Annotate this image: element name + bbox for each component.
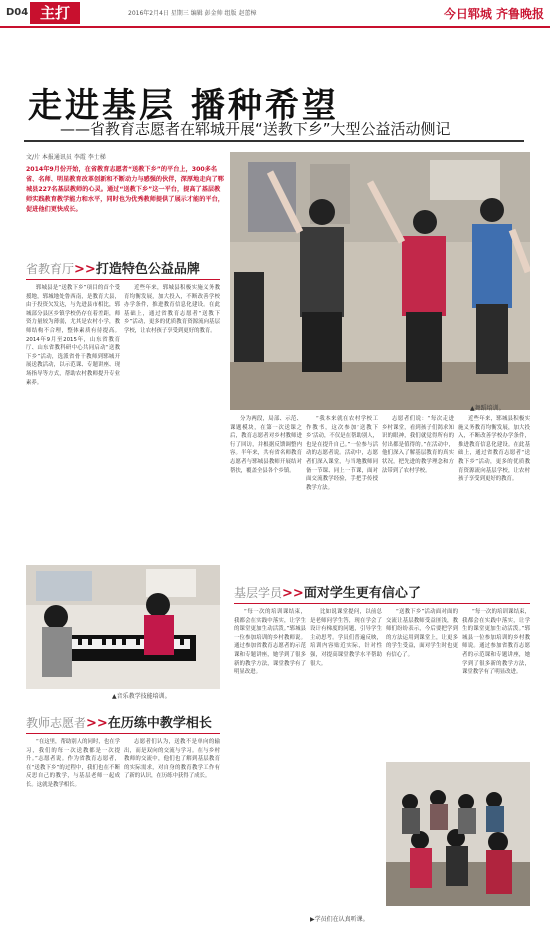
section1-rule (26, 279, 220, 280)
section2-col3: “送教下乡”活动面对面的交流让基层教师受益匪浅，教师们纷纷表示，今后要把学到的方法运用到课堂上，让更多的学生受益，面对学生时也更有信心了。 (386, 609, 458, 658)
section1-col4: “我本来就在农村学校工作教书，这次参加‘送教下乡’活动，不仅是在帮助别人，也是在提升自己。”一位参与活动的志愿者说。活动中，志愿者们深入课堂，与当地教师同备一节课、同上一节课，面对面交流教学经验，手把手传授教学方法。 (306, 416, 378, 491)
students-listening-photo (386, 762, 530, 906)
section3-rule (26, 733, 220, 734)
section1-col5: 志愿者们说：“每次走进乡村课堂，看到孩子们渴求知识的眼神，我们就觉得所有的付出都是值得的。”在活动中，他们深入了解基层教育的真实状况，把先进的教学理念和方法带到了农村学校。 (382, 416, 454, 474)
section2-col4: “每一次的培训课结束，我都会在实践中落实，让学生的课堂更加生动活泼。”郓城县一位参加培训的乡村教师说。通过参加省教育志愿者的示范课和专题讲座，她学到了很多新的教学方法，课堂教学有了明显改进。 (462, 609, 530, 676)
section1-tag: 省教育厅 (26, 262, 75, 276)
section2-col1: “每一次的培训课结束，我都会在实践中落实，让学生的课堂更加生动活泼。”郓城县一位参加培训的乡村教师说。通过参加省教育志愿者的示范课和专题讲座，她学到了很多新的教学方法，课堂教学有了明显改进。 (234, 609, 306, 676)
section2-arrows: >> (282, 586, 304, 601)
section1-title: 打造特色公益品牌 (95, 262, 200, 277)
photo2-caption: ▲音乐教学技能培训。 (112, 693, 171, 700)
section1-arrows: >> (74, 262, 96, 277)
section3-col1: “在这里，帮助别人的同时，也在学习，我们的每一次送教都是一次提升。”志愿者说。作为省教育志愿者，在“送教下乡”的过程中，我们也在不断反思自己的教学，与基层老师一起成长。这就是教学相长。 (26, 739, 120, 788)
photo1-caption: ▲舞蹈培训。 (470, 405, 505, 412)
newspaper-brand: 今日郓城 齐鲁晚报 (443, 7, 544, 21)
lead-paragraph: 2014年9月份开始，在省教育志愿者“送教下乡”的平台上，300多名省、名师、明星教育改革创新和不断动力与感强的伙伴，深厚地走向了郓城县227名基层教师的心灵。通过“送教下乡”这一平台，提高了基层教师实践教育教学能力和水平，同时也为优秀教师提供了展示才能的平台，促进他们更快成长。 (26, 166, 224, 213)
section1-col3: 分为两段，局部、示范、课题模块，在第一次送课之后，教育志愿者对乡村教师进行了回访，并根据反馈调整内容。半年来，共有省名师教育志愿者与郓城县教师开展结对帮扶，覆盖全县各个乡镇。 (230, 416, 302, 474)
dance-training-photo (230, 152, 530, 410)
section2-tag: 基层学员 (234, 586, 283, 600)
article-title: 走进基层 播种希望 (28, 86, 339, 126)
section3-heading (26, 712, 212, 732)
page-number: D04 (6, 7, 29, 18)
music-training-photo (26, 565, 220, 689)
section3-title: 在历练中教学相长 (107, 716, 212, 731)
section3-arrows: >> (86, 716, 108, 731)
page-header (0, 0, 550, 28)
article-subtitle: ——省教育志愿者在郓城开展“送教下乡”大型公益活动侧记 (60, 120, 451, 138)
section3-col2: 志愿者们认为，送教不是单向的输出，而是双向的交流与学习。在与乡村教师的交流中，他们也了解到基层教育的实际需求，对自身的教育教学工作有了新的认识，在历练中获得了成长。 (124, 739, 220, 780)
section-label: 主打 (30, 2, 80, 24)
section2-rule (234, 603, 530, 604)
section1-col1: 郓城县是“送教下乡”项目的首个受援地，郓城地处鲁西南，是教育大县，由于投资欠发达，与先进县市相比，郓城部分县区乡镇学校仍存在着差距，师资力量较为薄弱，尤其是农村小学，教师结构不合理，整体素质有待提高。2014年9月至2015年，山东省教育厅、山东省教科研中心共同启动“送教下乡”活动，选派省骨干教师到郓城开展送教活动，以示范课、专题讲座、现场指导等方式，帮助农村教师提升专业素养。 (26, 285, 120, 386)
dateline: 2016年2月4日 星期三 编辑 彭金帅 组版 赵蕾樟 (128, 10, 257, 17)
photo3-caption: ▶学员们在认真听课。 (310, 916, 369, 923)
section2-col2: 比如说课堂提问，以前总是老师问学生答，现在学会了设计有梯度的问题，引导学生主动思考。学员们普遍反映，培训内容贴近实际，针对性强，对提高课堂教学水平帮助很大。 (310, 609, 382, 667)
section2-title: 面对学生更有信心了 (303, 586, 421, 601)
section2-heading (234, 582, 421, 602)
byline: 文/片 本报通讯员 李霞 李士梯 (26, 154, 106, 161)
section1-heading (26, 258, 200, 278)
section1-col6: 近些年来，郓城县积极实施义务教育均衡发展，加大投入，不断改善学校办学条件，推进教育信息化建设。在此基础上，通过省教育志愿者“送教下乡”活动，更多的优质教育资源流向基层学校，让农村孩子享受到更好的教育。 (458, 416, 530, 483)
section1-col2: 近些年来，郓城县积极实施义务教育均衡发展，加大投入，不断改善学校办学条件，推进教育信息化建设。在此基础上，通过省教育志愿者“送教下乡”活动，更多的优质教育资源流向基层学校，让农村孩子享受到更好的教育。 (124, 285, 220, 334)
title-rule (24, 140, 524, 142)
section3-tag: 教师志愿者 (26, 716, 87, 730)
